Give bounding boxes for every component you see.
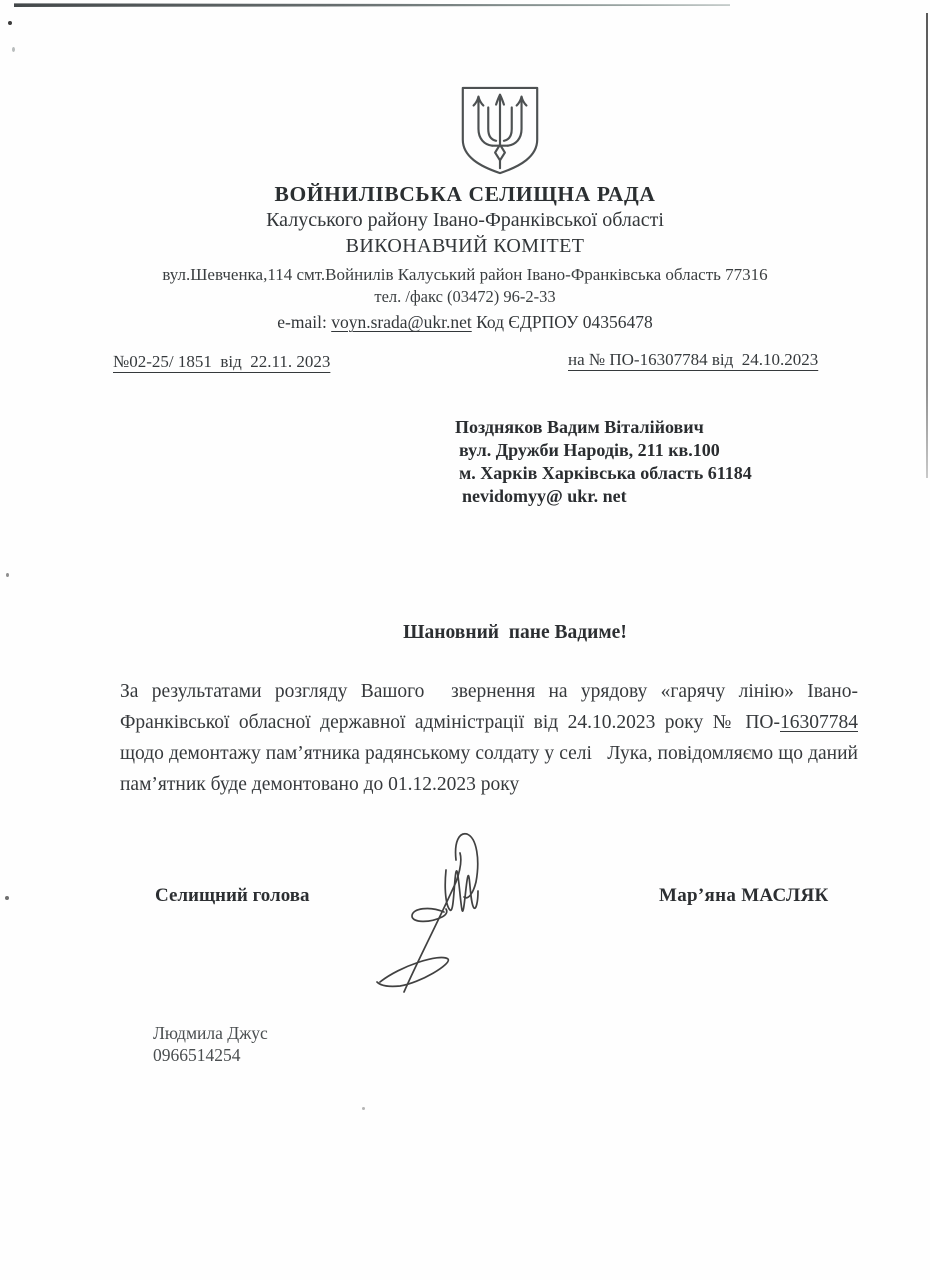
scan-speck [8, 21, 12, 25]
outgoing-reference-number: №02-25/ 1851 від 22.11. 2023 [113, 352, 331, 371]
recipient-street: вул. Дружби Народів, 211 кв.100 [459, 440, 720, 460]
executor-phone: 0966514254 [153, 1045, 241, 1065]
email-line [0, 312, 930, 333]
executor-name: Людмила Джус [153, 1023, 268, 1043]
body-underlined-number: 16307784 [780, 712, 858, 733]
organization-subtitle: Калуського району Івано-Франківської області [266, 209, 664, 231]
letterhead [0, 182, 930, 333]
recipient-block [455, 416, 752, 508]
scan-artifact-top-line [14, 3, 730, 7]
salutation: Шановний пане Вадиме! [403, 622, 627, 643]
ukraine-trident-emblem-icon [455, 84, 545, 177]
letter-body [120, 676, 863, 800]
edrpou-code: Код ЄДРПОУ 04356478 [471, 312, 653, 332]
executor-contact-block [153, 1022, 268, 1066]
body-part1: За результатами розгляду Вашого звернення на урядову «гарячу лінію» Івано-Франківської обласної державної адміністрації від 24.10.2023 року № ПО- [120, 681, 858, 733]
committee-line: ВИКОНАВЧИЙ КОМІТЕТ [345, 235, 585, 257]
recipient-city: м. Харків Харківська область 61184 [459, 463, 752, 483]
incoming-reference-number: на № ПО-16307784 від 24.10.2023 [568, 350, 819, 369]
body-part2: щодо демонтажу пам’ятника радянському солдату у селі Лука, повідомляємо що даний пам’ятник буде демонтовано до 01.12.2023 року [120, 712, 863, 795]
scan-speck [12, 47, 15, 52]
recipient-email: nevidomyy@ ukr. net [462, 486, 627, 506]
organization-title: ВОЙНИЛІВСЬКА СЕЛИЩНА РАДА [274, 182, 656, 206]
email-label: e-mail: [277, 312, 332, 332]
phone-fax-line: тел. /факс (03472) 96-2-33 [374, 287, 556, 306]
recipient-name: Поздняков Вадим Віталійович [455, 417, 704, 437]
scan-speck [6, 573, 9, 577]
postal-address-line: вул.Шевченка,114 смт.Войнилів Калуський район Івано-Франківська область 77316 [162, 265, 768, 284]
email-address[interactable]: voyn.srada@ukr.net [331, 312, 472, 332]
signer-name: Мар’яна МАСЛЯК [659, 885, 829, 906]
signer-position-title: Селищний голова [155, 885, 310, 906]
scan-speck [5, 896, 9, 900]
handwritten-signature [360, 820, 520, 1010]
scan-speck [362, 1107, 365, 1110]
